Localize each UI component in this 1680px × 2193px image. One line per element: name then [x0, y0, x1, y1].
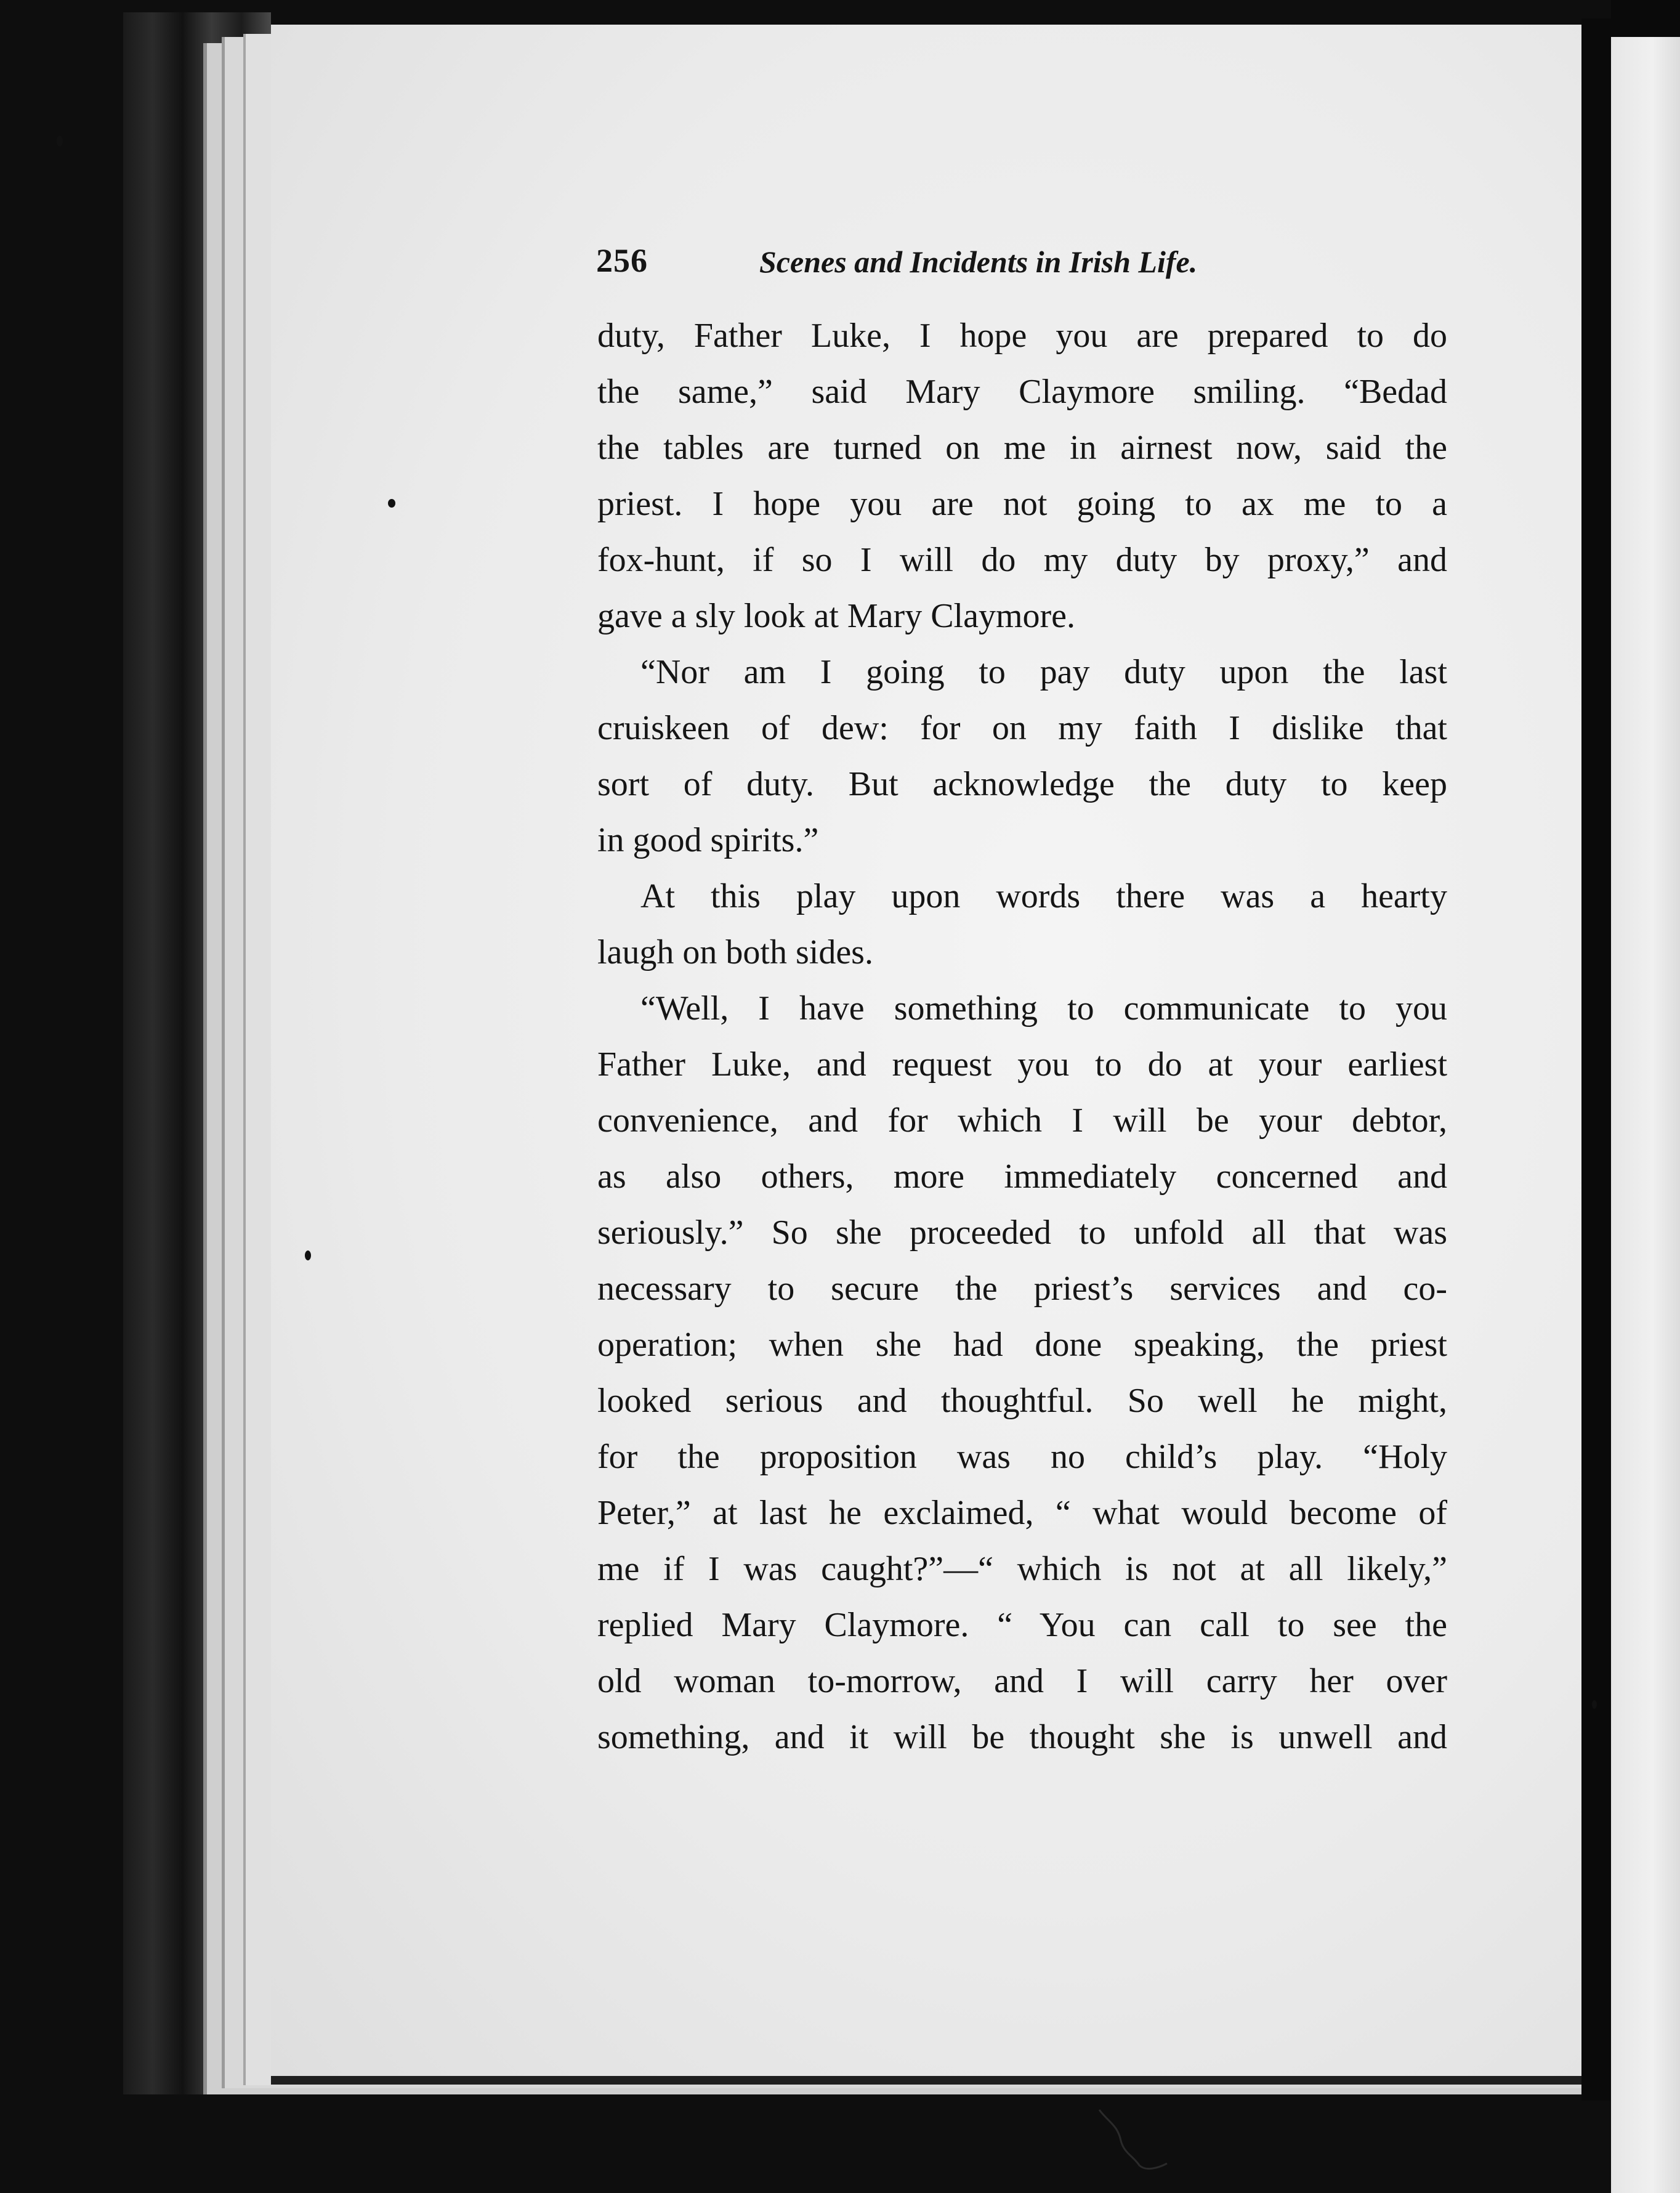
page-number: 256: [596, 242, 648, 279]
text-line: laugh on both sides.: [597, 933, 873, 971]
text-line: the tables are turned on me in airnest now, said the: [597, 429, 1447, 467]
gutter-shadow: [1581, 18, 1611, 2101]
paragraph: [597, 869, 1447, 981]
text-line: me if I was caught?”—“ which is not at all likely,”: [597, 1550, 1447, 1588]
scan-speck: [388, 499, 395, 508]
facing-page-edge: [1611, 0, 1680, 2193]
text-line: something, and it will be thought she is unwell and: [597, 1718, 1447, 1756]
text-line: in good spirits.”: [597, 821, 819, 859]
text-line: “Well, I have something to communicate to you: [640, 989, 1447, 1028]
paragraph: [597, 308, 1447, 644]
page-header: [596, 241, 1292, 285]
facing-page-shadow: [1611, 0, 1680, 37]
text-line: “Nor am I going to pay duty upon the last: [640, 653, 1447, 691]
running-head: Scenes and Incidents in Irish Life.: [759, 245, 1198, 279]
body-text: [597, 308, 1447, 1765]
text-line: Peter,” at last he exclaimed, “ what would become of: [597, 1494, 1447, 1532]
scan-speck: [305, 1251, 311, 1260]
text-line: replied Mary Claymore. “ You can call to see the: [597, 1606, 1447, 1644]
scan-speck: [57, 136, 63, 147]
text-line: old woman to-morrow, and I will carry her over: [597, 1662, 1447, 1700]
text-line: necessary to secure the priest’s services and co-: [597, 1270, 1447, 1308]
text-line: gave a sly look at Mary Claymore.: [597, 597, 1076, 635]
text-line: operation; when she had done speaking, the priest: [597, 1326, 1447, 1364]
text-line: looked serious and thoughtful. So well he might,: [597, 1382, 1447, 1420]
text-line: the same,” said Mary Claymore smiling. “Bedad: [597, 373, 1447, 411]
text-line: sort of duty. But acknowledge the duty to keep: [597, 765, 1447, 803]
text-line: duty, Father Luke, I hope you are prepared to do: [597, 317, 1447, 355]
text-line: Father Luke, and request you to do at your earliest: [597, 1045, 1447, 1084]
paragraph: [597, 644, 1447, 869]
paragraph: [597, 981, 1447, 1765]
text-line: cruiskeen of dew: for on my faith I dislike that: [597, 709, 1447, 747]
text-line: fox-hunt, if so I will do my duty by proxy,” and: [597, 541, 1447, 579]
text-line: At this play upon words there was a hearty: [640, 877, 1447, 915]
scan-hair-artifact: [1096, 2107, 1170, 2175]
text-line: priest. I hope you are not going to ax me to a: [597, 485, 1447, 523]
text-line: seriously.” So she proceeded to unfold all that was: [597, 1214, 1447, 1252]
text-line: for the proposition was no child’s play. “Holy: [597, 1438, 1447, 1476]
text-line: convenience, and for which I will be your debtor,: [597, 1101, 1447, 1140]
text-line: as also others, more immediately concerned and: [597, 1157, 1447, 1196]
scan-speck: [1592, 1700, 1597, 1709]
